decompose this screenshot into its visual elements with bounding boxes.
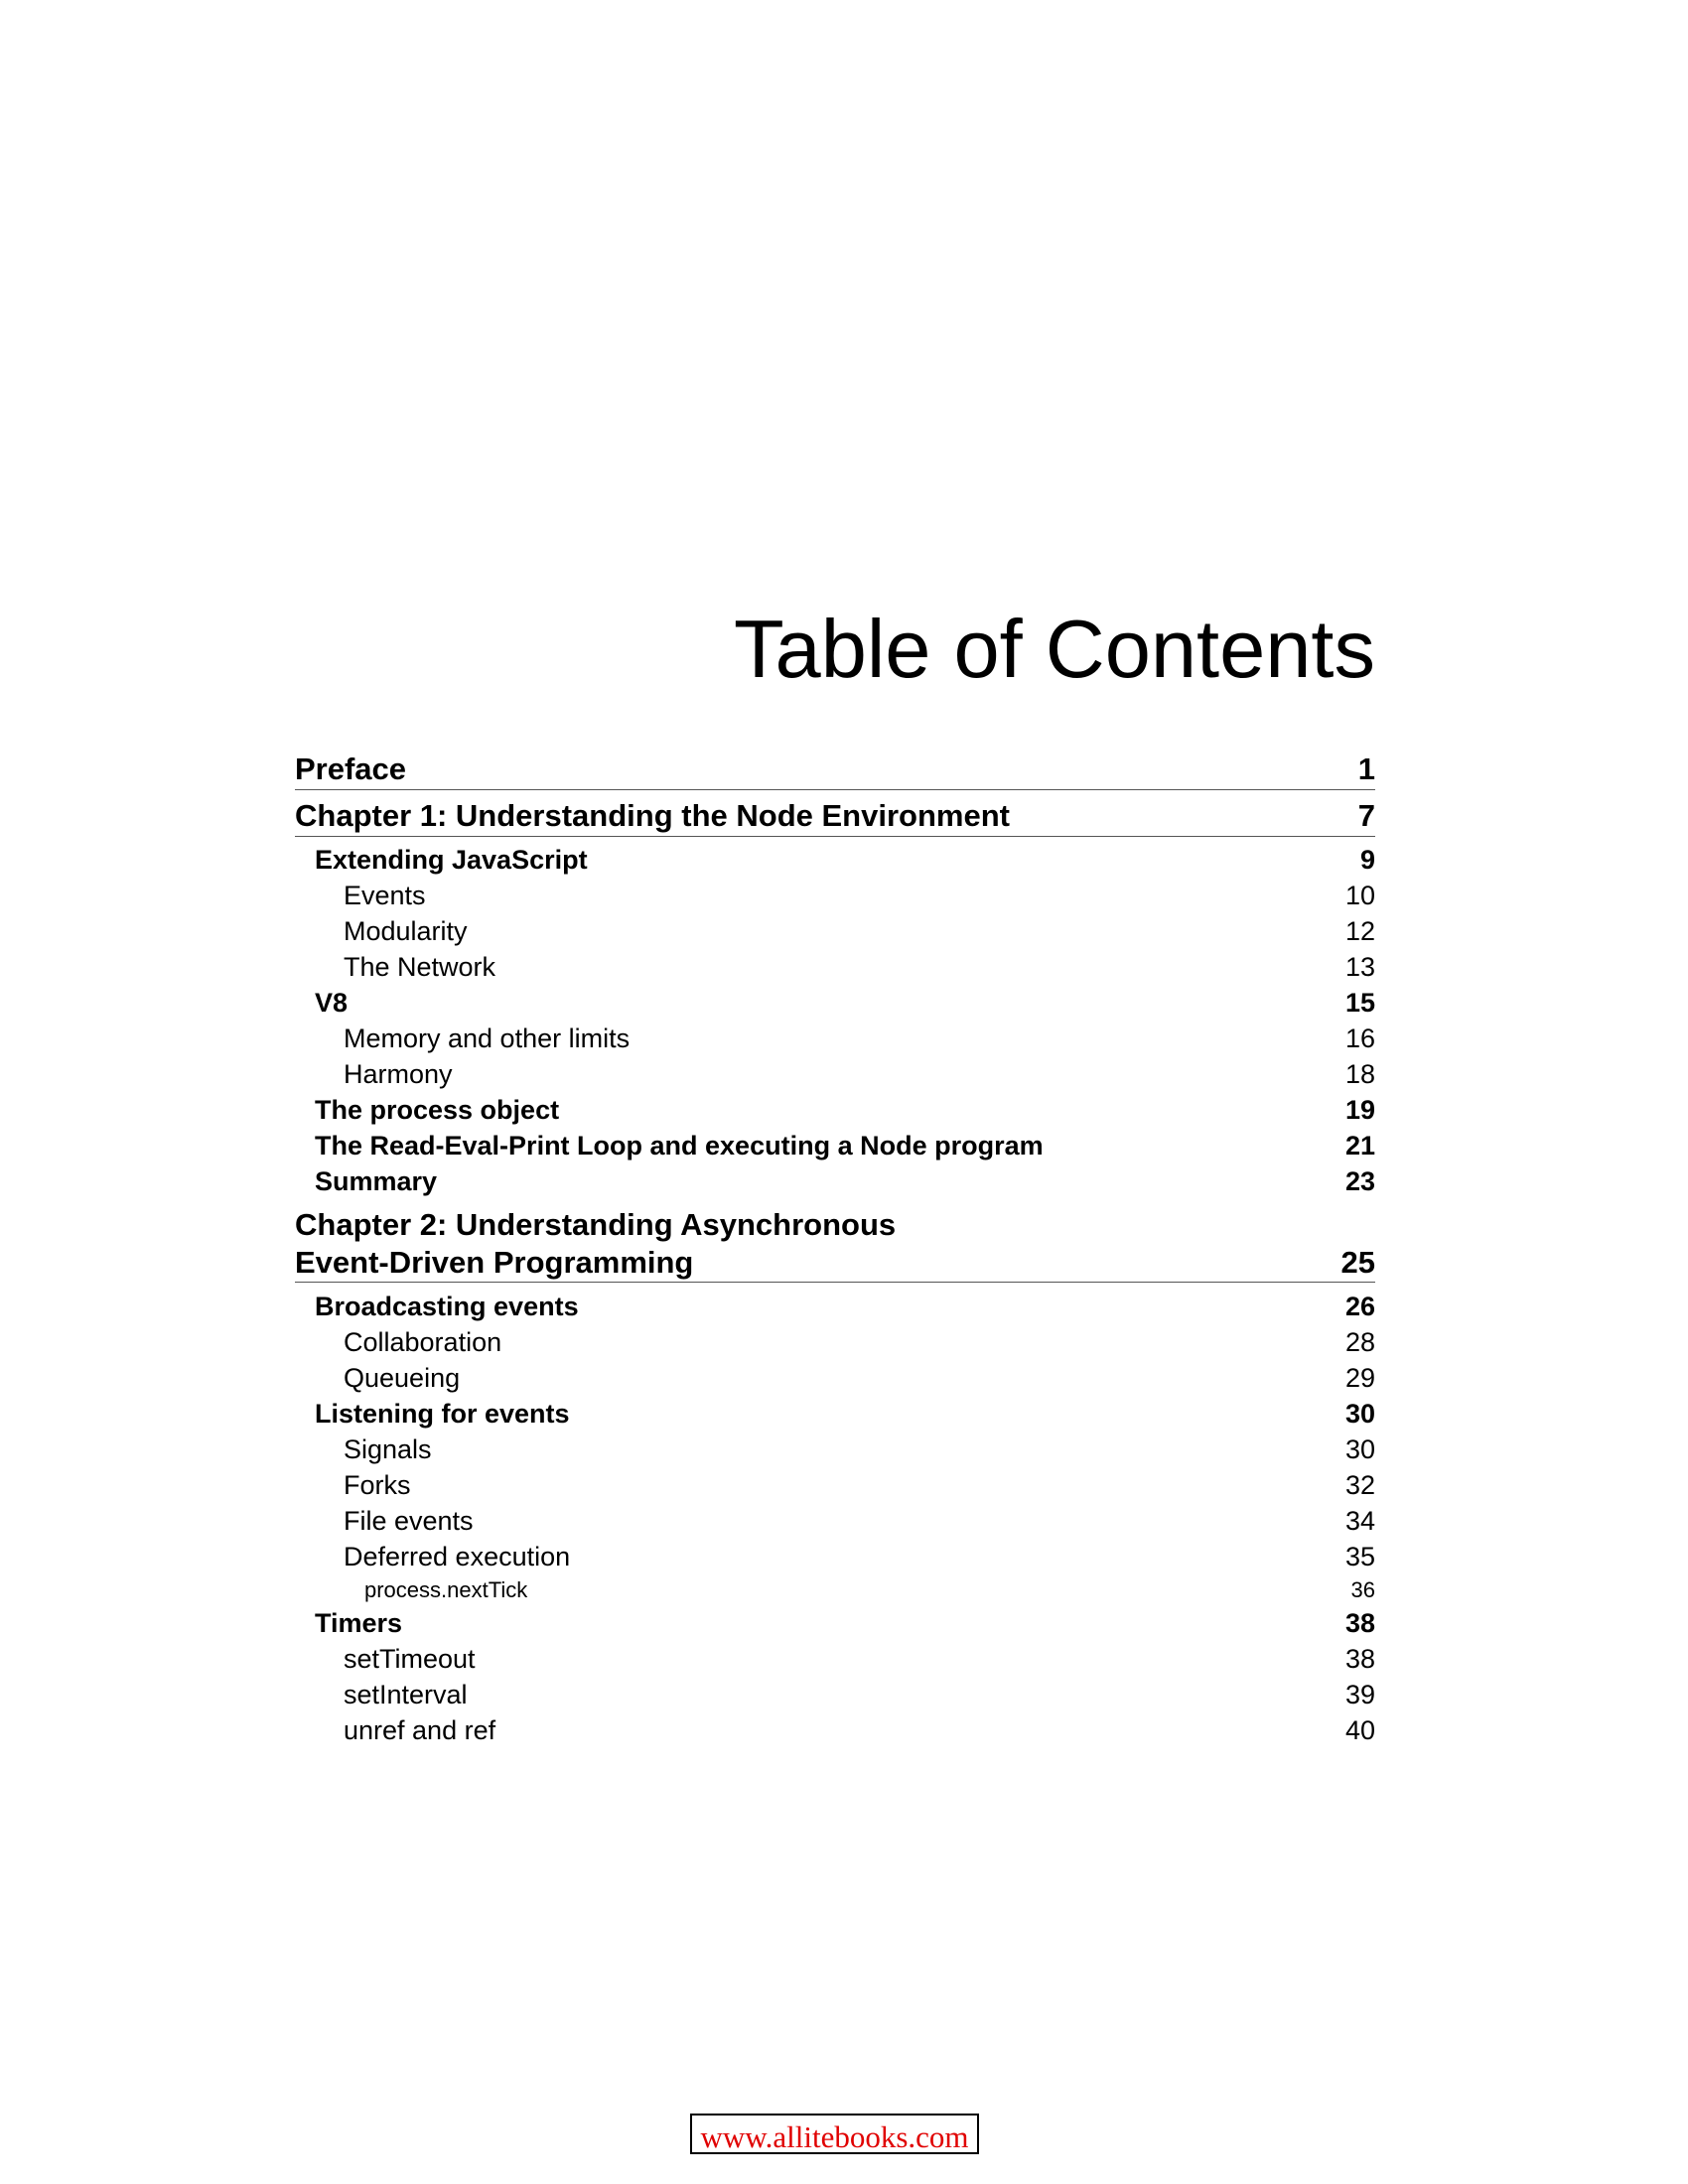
toc-entry-title-line: Event-Driven Programming	[295, 1245, 694, 1280]
toc-entry-title: Chapter 1: Understanding the Node Environment	[295, 798, 1010, 833]
toc-entry[interactable]	[295, 1396, 1375, 1432]
toc-entry-page: 9	[1359, 845, 1375, 875]
toc-entry[interactable]	[295, 1324, 1375, 1360]
toc-entry[interactable]	[295, 1712, 1375, 1748]
toc-entry[interactable]	[295, 985, 1375, 1021]
website-link[interactable]: www.allitebooks.com	[690, 2114, 979, 2154]
toc-entry-page: 26	[1344, 1292, 1375, 1321]
toc-entry-page: 36	[1350, 1577, 1375, 1602]
toc-entry[interactable]	[295, 878, 1375, 913]
toc-entry[interactable]	[295, 1128, 1375, 1163]
toc-entry-page: 1	[1357, 751, 1375, 786]
toc-entry-title: Harmony	[344, 1059, 453, 1089]
toc-entry[interactable]	[295, 1605, 1375, 1641]
toc-entry[interactable]	[295, 1641, 1375, 1677]
toc-entry-title	[295, 1206, 896, 1282]
toc-entry-page: 16	[1344, 1024, 1375, 1053]
toc-entry-title: setInterval	[344, 1680, 468, 1709]
toc-entry[interactable]	[295, 913, 1375, 949]
toc-entry-title: Deferred execution	[344, 1542, 571, 1571]
toc-entry[interactable]	[295, 1021, 1375, 1056]
toc-entry[interactable]	[295, 1360, 1375, 1396]
toc-entry[interactable]	[295, 1092, 1375, 1128]
toc-entry-title: Memory and other limits	[344, 1024, 631, 1053]
toc-entry-page: 13	[1344, 952, 1375, 982]
page-title: Table of Contents	[734, 603, 1375, 695]
toc-entry-title-line: Chapter 2: Understanding Asynchronous	[295, 1207, 897, 1242]
toc-entry[interactable]	[295, 1467, 1375, 1503]
toc-entry-title: File events	[344, 1506, 474, 1536]
toc-entry-page: 30	[1344, 1434, 1375, 1464]
toc-entry-title: The process object	[315, 1095, 560, 1125]
toc-entry[interactable]	[295, 1163, 1375, 1199]
toc-entry-page: 18	[1344, 1059, 1375, 1089]
toc-entry[interactable]	[295, 1503, 1375, 1539]
toc-entry-title: The Network	[344, 952, 496, 982]
toc-entry-page: 39	[1344, 1680, 1375, 1709]
toc-entry[interactable]	[295, 1677, 1375, 1712]
toc-entry-page: 34	[1344, 1506, 1375, 1536]
toc-entry[interactable]	[295, 949, 1375, 985]
toc-entry-page: 23	[1344, 1166, 1375, 1196]
toc-entry-title: process.nextTick	[364, 1577, 528, 1602]
toc-entry-title: Queueing	[344, 1363, 461, 1393]
toc-entry-page: 21	[1344, 1131, 1375, 1160]
toc-entry-page: 30	[1344, 1399, 1375, 1429]
toc-entry-title: Events	[344, 881, 426, 910]
toc-entry[interactable]	[295, 1432, 1375, 1467]
toc-entry-title: Extending JavaScript	[315, 845, 588, 875]
toc-entry-title: Listening for events	[315, 1399, 570, 1429]
toc-entry-page: 25	[1340, 1245, 1375, 1280]
toc-entry-page: 40	[1344, 1715, 1375, 1745]
toc-entry[interactable]	[295, 1539, 1375, 1574]
toc-entry-title: Timers	[315, 1608, 403, 1638]
toc-entry-title: V8	[315, 988, 349, 1018]
toc-entry-page: 38	[1344, 1644, 1375, 1674]
toc-entry-title: unref and ref	[344, 1715, 496, 1745]
toc-entry[interactable]	[295, 750, 1375, 790]
toc-entry[interactable]	[295, 1056, 1375, 1092]
toc-entry-page: 19	[1344, 1095, 1375, 1125]
toc-entry-title: Collaboration	[344, 1327, 502, 1357]
toc-entry[interactable]	[295, 796, 1375, 837]
toc-entry-page: 15	[1344, 988, 1375, 1018]
toc-entry-page: 10	[1344, 881, 1375, 910]
toc-entry-page: 35	[1344, 1542, 1375, 1571]
toc-entry-page: 7	[1357, 798, 1375, 833]
toc-entry-title: The Read-Eval-Print Loop and executing a Node program	[315, 1131, 1044, 1160]
toc-entry[interactable]	[295, 1206, 1375, 1283]
toc-entry[interactable]	[295, 1289, 1375, 1324]
toc-entry-page: 29	[1344, 1363, 1375, 1393]
toc-entry-title: Summary	[315, 1166, 438, 1196]
toc-entry-title: Modularity	[344, 916, 468, 946]
toc-entry-page: 38	[1344, 1608, 1375, 1638]
table-of-contents	[295, 750, 1375, 1748]
toc-entry-title: Broadcasting events	[315, 1292, 579, 1321]
toc-entry-page: 12	[1344, 916, 1375, 946]
toc-entry[interactable]	[295, 1574, 1375, 1605]
toc-entry-page: 32	[1344, 1470, 1375, 1500]
toc-entry-page: 28	[1344, 1327, 1375, 1357]
toc-entry-title: setTimeout	[344, 1644, 476, 1674]
toc-entry-title: Forks	[344, 1470, 411, 1500]
toc-entry[interactable]	[295, 842, 1375, 878]
toc-entry-title: Signals	[344, 1434, 432, 1464]
toc-entry-title: Preface	[295, 751, 407, 786]
